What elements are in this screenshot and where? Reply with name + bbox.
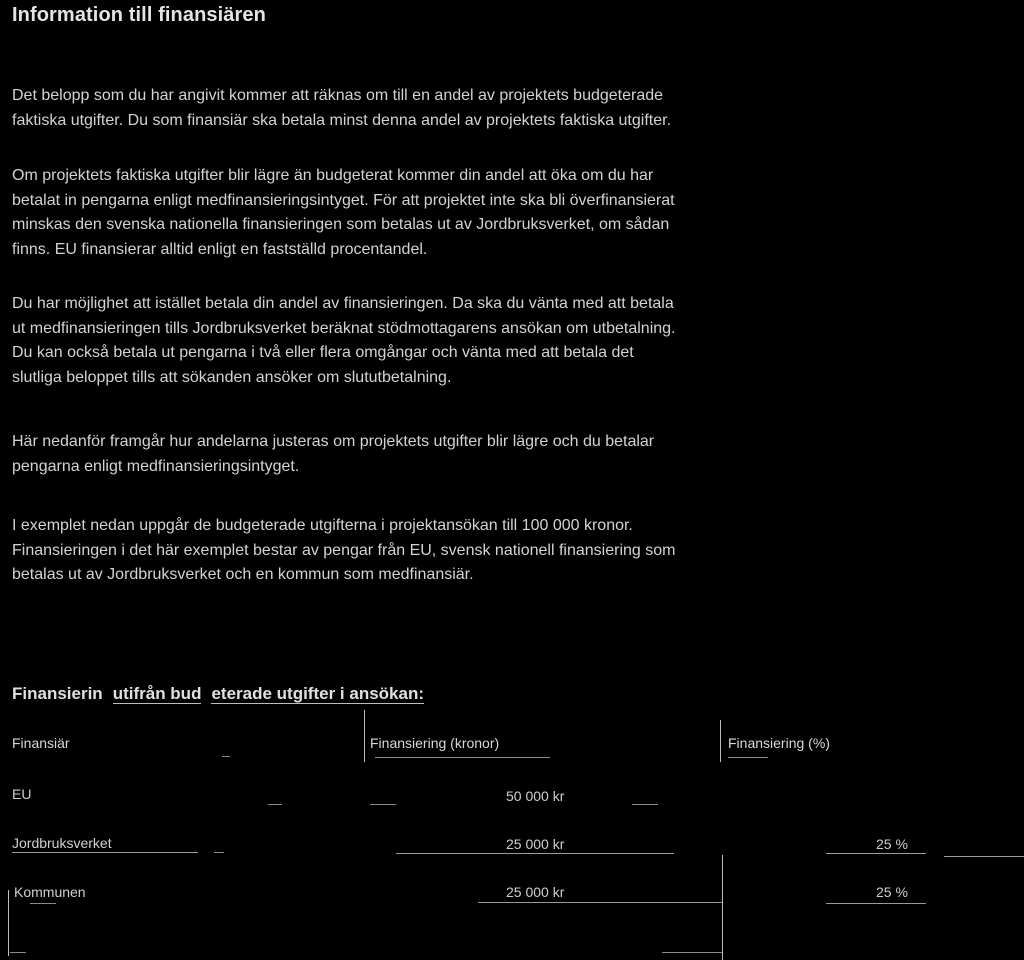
header-amount: Finansiering (kronor)	[370, 735, 500, 751]
rule-fragment	[214, 852, 224, 853]
table-row-amount: 25 000 kr	[506, 836, 565, 852]
paragraph-line: faktiska utgifter. Du som finansiär ska betala minst denna andel av projektets faktiska utgifter.	[12, 111, 672, 129]
paragraph-example	[12, 514, 1012, 588]
table-row-amount: 50 000 kr	[506, 788, 565, 804]
column-divider	[722, 855, 723, 960]
rule-fragment	[375, 757, 550, 758]
table-row-financier: EU	[12, 786, 32, 802]
paragraph-line: finns. EU finansierar alltid enligt en fastställd procentandel.	[12, 240, 428, 258]
rule-fragment	[30, 903, 56, 904]
paragraph-line: Om projektets faktiska utgifter blir lägre än budgeterat kommer din andel att öka om du har	[12, 167, 654, 184]
table-row-financier: Kommunen	[14, 884, 86, 900]
paragraph-share-adjustment	[12, 430, 1012, 479]
paragraph-line: slutliga beloppet tills att sökanden ansöker om slututbetalning.	[12, 368, 452, 386]
paragraph-line: ut medfinansieringen tills Jordbruksverket beräknat stödmottagarens ansökan om utbetalning.	[12, 319, 676, 337]
paragraph-payment-options	[12, 292, 1012, 390]
paragraph-line: Du kan också betala ut pengarna i två eller flera omgångar och vänta med att betala det	[12, 344, 634, 361]
paragraph-line: pengarna enligt medfinansieringsintyget.	[12, 457, 300, 475]
column-divider	[8, 890, 9, 956]
paragraph-line: minskas den svenska nationella finansieringen som betalas ut av Jordbruksverket, om sådan	[12, 216, 670, 233]
rule-fragment	[370, 804, 396, 805]
paragraph-line: betalas ut av Jordbruksverket och en kommun som medfinansiär.	[12, 566, 474, 583]
header-percent: Finansiering (%)	[728, 735, 830, 751]
column-divider	[720, 720, 721, 762]
row-rule	[944, 856, 1024, 857]
financing-subheading	[12, 684, 424, 704]
rule-fragment	[10, 952, 26, 953]
row-rule	[396, 853, 674, 854]
row-rule	[826, 853, 926, 854]
rule-fragment	[662, 952, 722, 953]
paragraph-line: Det belopp som du har angivit kommer att räknas om till en andel av projektets budgeterade	[12, 87, 664, 104]
paragraph-lower-costs	[12, 164, 1012, 262]
paragraph-line: Finansieringen i det här exemplet bestar av pengar från EU, svensk nationell finansiering som	[12, 541, 676, 559]
paragraph-line: Du har möjlighet att istället betala din andel av finansieringen. Da ska du vänta med att betala	[12, 295, 674, 312]
row-rule	[478, 902, 722, 903]
paragraph-amount-info	[12, 84, 1012, 133]
rule-fragment	[728, 757, 768, 758]
rule-fragment	[632, 804, 658, 805]
rule-fragment	[268, 804, 282, 805]
paragraph-line: Här nedanför framgår hur andelarna justeras om projektets utgifter blir lägre och du betalar	[12, 433, 655, 450]
subheading-part: Finansierin	[12, 684, 103, 703]
paragraph-line: I exemplet nedan uppgår de budgeterade utgifterna i projektansökan till 100 000 kronor.	[12, 517, 633, 534]
row-rule	[12, 852, 198, 853]
header-financier: Finansiär	[12, 735, 70, 751]
column-divider	[364, 710, 365, 762]
paragraph-line: betalat in pengarna enligt medfinansieringsintyget. För att projektet inte ska bli överfinansierat	[12, 191, 675, 209]
document-title: Information till finansiären	[12, 4, 266, 26]
subheading-part: utifrån bud	[112, 684, 202, 703]
rule-fragment	[222, 756, 230, 757]
subheading-part: eterade utgifter i ansökan:	[211, 684, 425, 703]
row-rule	[826, 903, 926, 904]
table-row-amount: 25 000 kr	[506, 884, 565, 900]
table-row-percent: 25 %	[876, 836, 908, 852]
table-row-financier: Jordbruksverket	[12, 835, 112, 851]
table-row-percent: 25 %	[876, 884, 908, 900]
